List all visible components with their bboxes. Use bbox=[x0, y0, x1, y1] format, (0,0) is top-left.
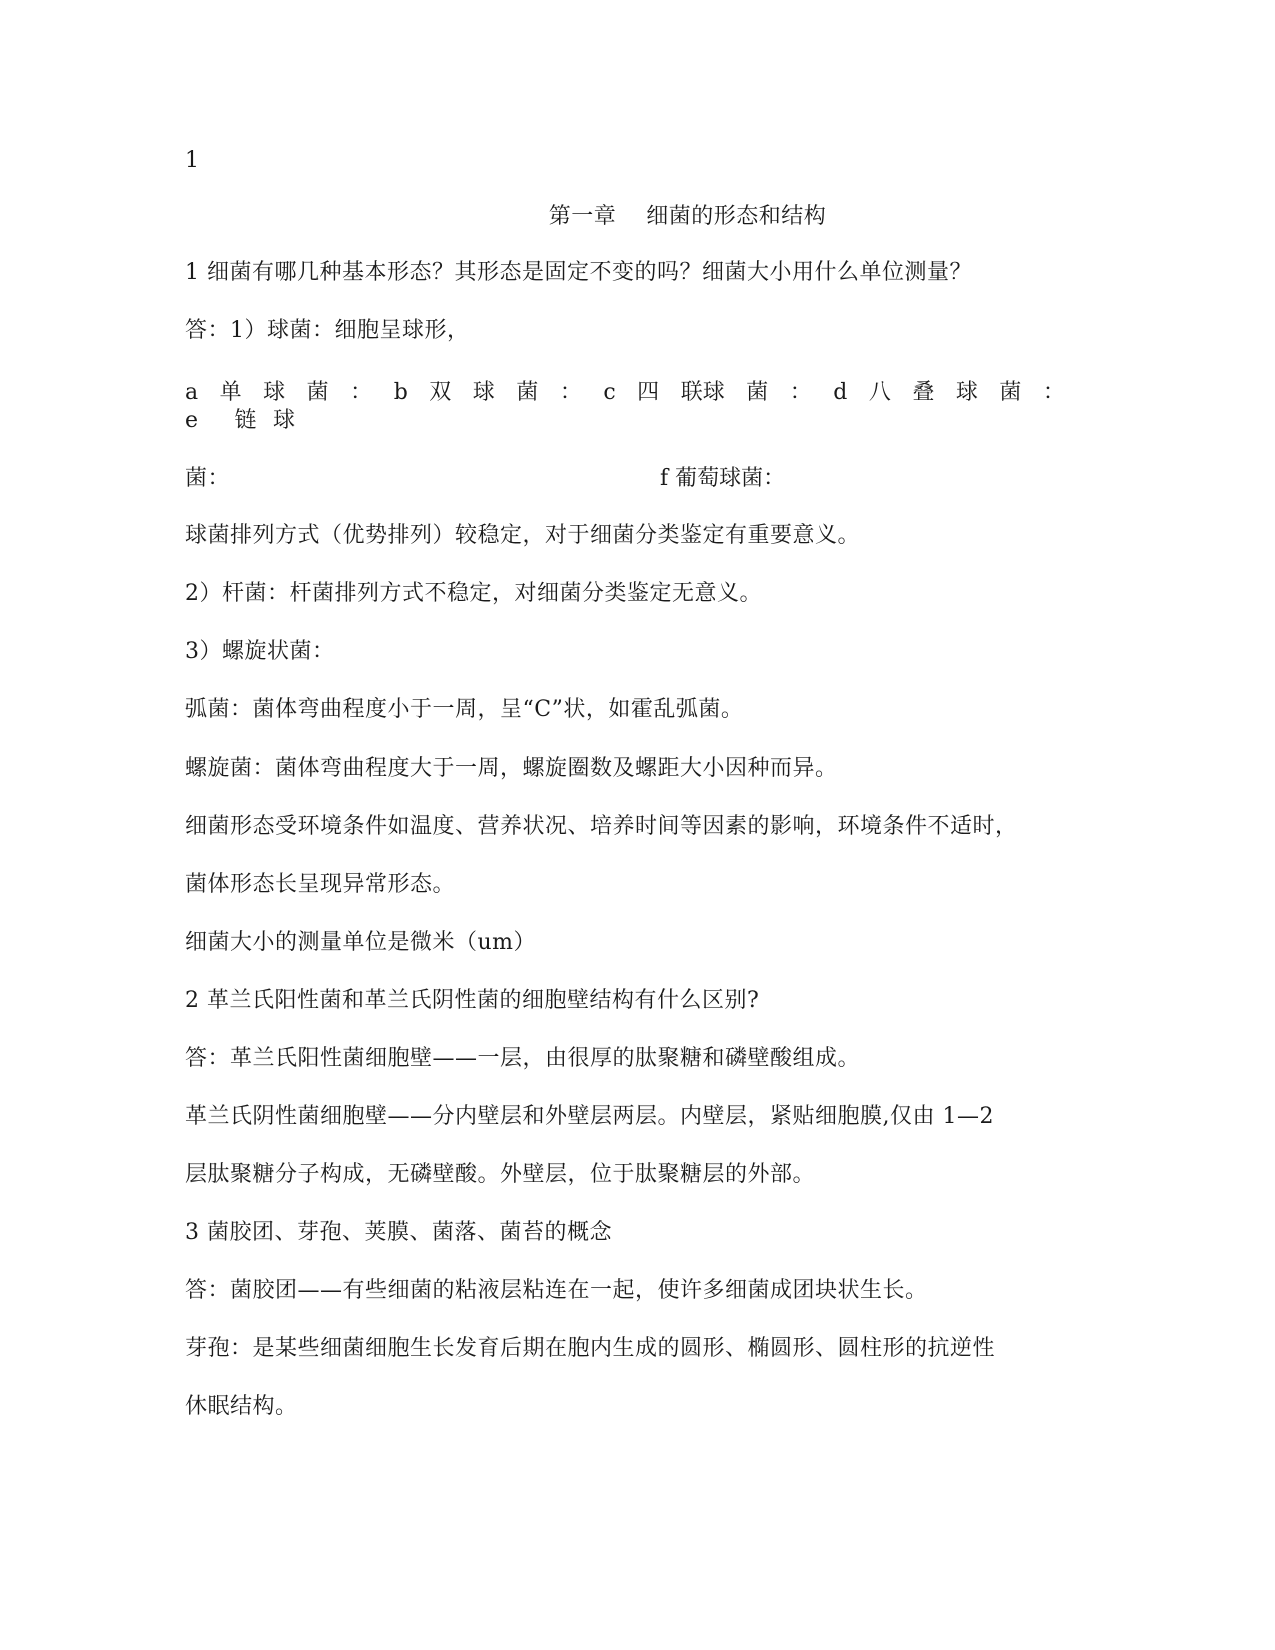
chapter-name: 细菌的形态和结构 bbox=[646, 204, 827, 229]
cocci-token: 菌 bbox=[306, 380, 329, 405]
answer-1-intro: 答：1）球菌：细胞呈球形， bbox=[185, 318, 470, 343]
cocci-token: e bbox=[185, 408, 199, 433]
rod-bacteria: 2）杆菌：杆菌排列方式不稳定，对细菌分类鉴定无意义。 bbox=[185, 581, 762, 606]
cocci-token: 双 bbox=[429, 380, 452, 405]
cocci-types-row bbox=[185, 378, 1065, 408]
cocci-token: ： bbox=[1042, 380, 1065, 405]
answer-2-negative-1: 革兰氏阴性菌细胞壁——分内壁层和外壁层两层。内壁层，紧贴细胞膜,仅由 1—2 bbox=[185, 1104, 994, 1129]
page-number: 1 bbox=[185, 148, 200, 173]
cocci-token: 四 bbox=[637, 380, 660, 405]
cocci-token: ： bbox=[789, 380, 812, 405]
cocci-types-row-2 bbox=[185, 406, 296, 436]
cocci-token: 叠 bbox=[912, 380, 935, 405]
answer-2-negative-2: 层肽聚糖分子构成，无磷壁酸。外壁层，位于肽聚糖层的外部。 bbox=[185, 1162, 816, 1187]
cocci-token: b bbox=[393, 380, 408, 405]
vibrio: 弧菌：菌体弯曲程度小于一周，呈“C”状，如霍乱弧菌。 bbox=[185, 697, 744, 722]
question-3: 3 菌胶团、芽孢、荚膜、菌落、菌苔的概念 bbox=[185, 1220, 612, 1245]
cocci-token: 联球 bbox=[680, 380, 725, 405]
question-2: 2 革兰氏阳性菌和革兰氏阴性菌的细胞壁结构有什么区别? bbox=[185, 988, 760, 1013]
cocci-token: 菌 bbox=[516, 380, 539, 405]
size-unit: 细菌大小的测量单位是微米（um） bbox=[185, 930, 537, 955]
cocci-token: 单 bbox=[219, 380, 242, 405]
answer-3-zoogloea: 答：菌胶团——有些细菌的粘液层粘连在一起，使许多细菌成团块状生长。 bbox=[185, 1278, 928, 1303]
chapter-number: 第一章 bbox=[548, 204, 617, 229]
cocci-note: 球菌排列方式（优势排列）较稳定，对于细菌分类鉴定有重要意义。 bbox=[185, 523, 861, 548]
answer-3-spore-1: 芽孢：是某些细菌细胞生长发育后期在胞内生成的圆形、椭圆形、圆柱形的抗逆性 bbox=[185, 1336, 996, 1361]
answer-3-spore-2: 休眠结构。 bbox=[185, 1394, 298, 1419]
cocci-token: 球 bbox=[472, 380, 495, 405]
question-1: 1 细菌有哪几种基本形态？其形态是固定不变的吗？细菌大小用什么单位测量？ bbox=[185, 260, 972, 285]
chapter-title bbox=[0, 202, 1275, 232]
cocci-token: 八 bbox=[868, 380, 891, 405]
cocci-token: ： bbox=[559, 380, 582, 405]
cocci-token: a bbox=[185, 380, 199, 405]
cocci-token: 链 bbox=[234, 408, 258, 433]
cocci-end: 菌： bbox=[185, 466, 231, 491]
cocci-token: 球 bbox=[955, 380, 978, 405]
cocci-token: c bbox=[603, 380, 616, 405]
cocci-token: 球 bbox=[273, 408, 296, 433]
answer-2-positive: 答：革兰氏阳性菌细胞壁——一层，由很厚的肽聚糖和磷壁酸组成。 bbox=[185, 1046, 861, 1071]
morphology-environment-2: 菌体形态长呈现异常形态。 bbox=[185, 872, 456, 897]
cocci-token: ： bbox=[350, 380, 373, 405]
cocci-token: d bbox=[833, 380, 848, 405]
spiral-bacteria: 3）螺旋状菌： bbox=[185, 639, 335, 664]
cocci-token: 球 bbox=[263, 380, 286, 405]
morphology-environment-1: 细菌形态受环境条件如温度、营养状况、培养时间等因素的影响，环境条件不适时， bbox=[185, 814, 1018, 839]
spirillum: 螺旋菌：菌体弯曲程度大于一周，螺旋圈数及螺距大小因种而异。 bbox=[185, 756, 838, 781]
cocci-f: f 葡萄球菌： bbox=[660, 466, 786, 491]
cocci-token: 菌 bbox=[999, 380, 1022, 405]
cocci-token: 菌 bbox=[746, 380, 769, 405]
